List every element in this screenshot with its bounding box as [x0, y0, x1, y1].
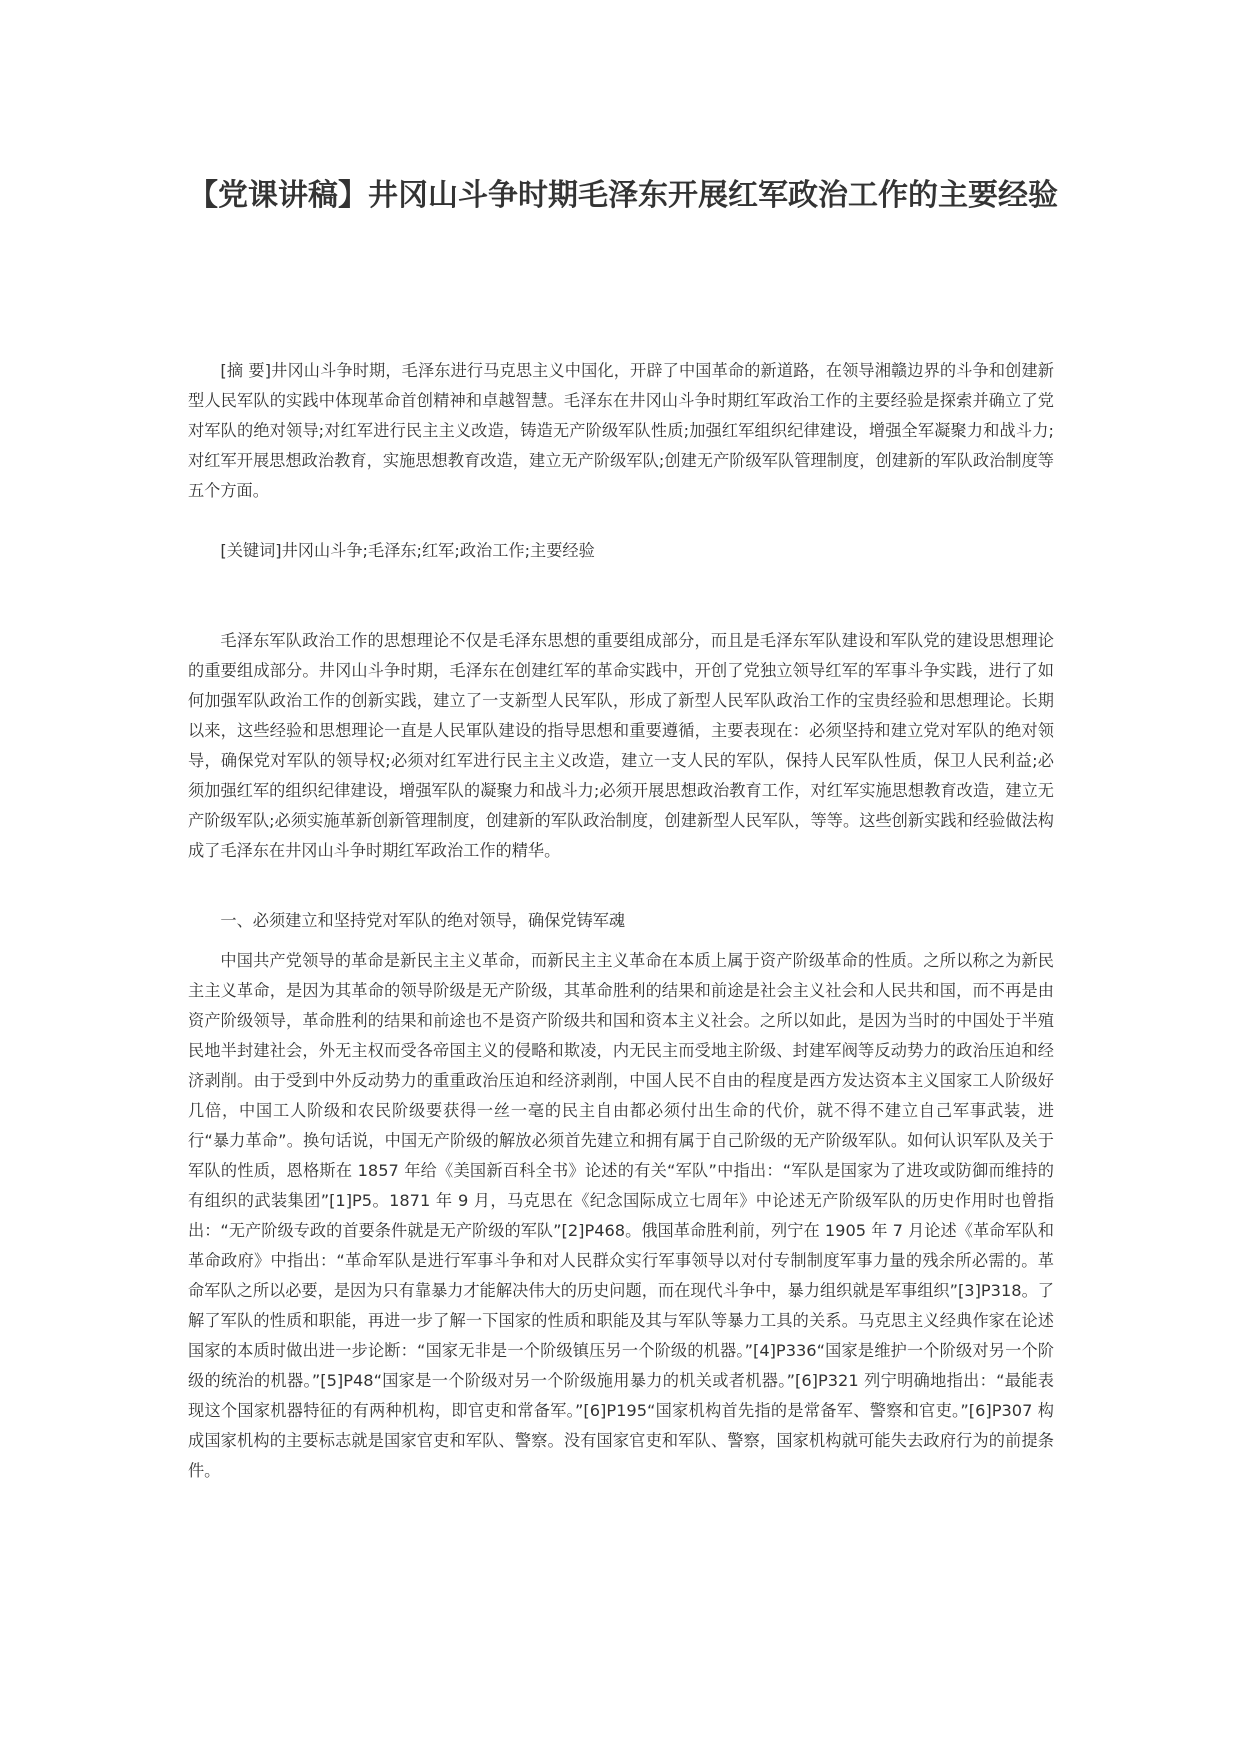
document-title: 【党课讲稿】井冈山斗争时期毛泽东开展红军政治工作的主要经验: [188, 178, 1058, 213]
section-heading: [188, 906, 1054, 936]
intro-paragraph: 毛泽东军队政治工作的思想理论不仅是毛泽东思想的重要组成部分，而且是毛泽东军队建设和军队党的建设思想理论的重要组成部分。井冈山斗争时期，毛泽东在创建红军的革命实践中，开创了党独立领导红军的军事斗争实践，进行了如何加强军队政治工作的创新实践，建立了一支新型人民军队，形成了新型人民军队政治工作的宝贵经验和思想理论。长期以来，这些经验和思想理论一直是人民軍队建设的指导思想和重要遵循，主要表现在：必须坚持和建立党对军队的绝对领导，确保党对军队的领导权;必须对红军进行民主主义改造，建立一支人民的军队，保持人民军队性质，保卫人民利益;必须加强红军的组织纪律建设，增强军队的凝聚力和战斗力;必须开展思想政治教育工作，对红军实施思想教育改造，建立无产阶级军队;必须实施革新创新管理制度，创建新的军队政治制度，创建新型人民军队，等等。这些创新实践和经验做法构成了毛泽东在井冈山斗争时期红军政治工作的精华。: [188, 631, 1054, 860]
section-heading-text: 一、必须建立和坚持党对军队的绝对领导，确保党铸军魂: [220, 911, 626, 930]
intro-section: [188, 626, 1054, 866]
abstract-paragraph: [摘 要]井冈山斗争时期，毛泽东进行马克思主义中国化，开辟了中国革命的新道路，在领导湘赣边界的斗争和创建新型人民军队的实践中体现革命首创精神和卓越智慧。毛泽东在井冈山斗争时期红军政治工作的主要经验是探索并确立了党对军队的绝对领导;对红军进行民主主义改造，铸造无产阶级军队性质;加强红军组织纪律建设，增强全军凝聚力和战斗力;对红军开展思想政治教育，实施思想教育改造，建立无产阶级军队;创建无产阶级军队管理制度，创建新的军队政治制度等五个方面。: [188, 361, 1054, 500]
abstract-section: [188, 356, 1054, 506]
keywords-section: [188, 536, 1054, 566]
body-paragraph: 中国共产党领导的革命是新民主主义革命，而新民主主义革命在本质上属于资产阶级革命的性质。之所以称之为新民主主义革命，是因为其革命的领导阶级是无产阶级，其革命胜利的结果和前途是社会主义社会和人民共和国，而不再是由资产阶级领导，革命胜利的结果和前途也不是资产阶级共和国和资本主义社会。之所以如此，是因为当时的中国处于半殖民地半封建社会，外无主权而受各帝国主义的侵略和欺凌，内无民主而受地主阶级、封建军阀等反动势力的政治压迫和经济剥削。由于受到中外反动势力的重重政治压迫和经济剥削，中国人民不自由的程度是西方发达资本主义国家工人阶级好几倍，中国工人阶级和农民阶级要获得一丝一毫的民主自由都必须付出生命的代价，就不得不建立自己军事武装，进行“暴力革命”。换句话说，中国无产阶级的解放必须首先建立和拥有属于自己阶级的无产阶级军队。如何认识军队及关于军队的性质，恩格斯在 1857 年给《美国新百科全书》论述的有关“军队”中指出：“军队是国家为了进攻或防御而维持的有组织的武装集团”[1]P5。1871 年 9 月，马克思在《纪念国际成立七周年》中论述无产阶级军队的历史作用时也曾指出：“无产阶级专政的首要条件就是无产阶级的军队”[2]P468。俄国革命胜利前，列宁在 1905 年 7 月论述《革命军队和革命政府》中指出：“革命军队是进行军事斗争和对人民群众实行军事领导以对付专制制度军事力量的残余所必需的。革命军队之所以必要，是因为只有靠暴力才能解决伟大的历史问题，而在现代斗争中，暴力组织就是军事组织”[3]P318。了解了军队的性质和职能，再进一步了解一下国家的性质和职能及其与军队等暴力工具的关系。马克思主义经典作家在论述国家的本质时做出进一步论断：“国家无非是一个阶级镇压另一个阶级的机器。”[4]P336“国家是维护一个阶级对另一个阶级的统治的机器。”[5]P48“国家是一个阶级对另一个阶级施用暴力的机关或者机器。”[6]P321 列宁明确地指出：“最能表现这个国家机器特征的有两种机构，即官吏和常备军。”[6]P195“国家机构首先指的是常备军、警察和官吏。”[6]P307 构成国家机构的主要标志就是国家官吏和军队、警察。没有国家官吏和军队、警察，国家机构就可能失去政府行为的前提条件。: [188, 951, 1054, 1480]
body-section: [188, 946, 1054, 1486]
keywords-paragraph: [关键词]井冈山斗争;毛泽东;红军;政治工作;主要经验: [220, 541, 595, 560]
